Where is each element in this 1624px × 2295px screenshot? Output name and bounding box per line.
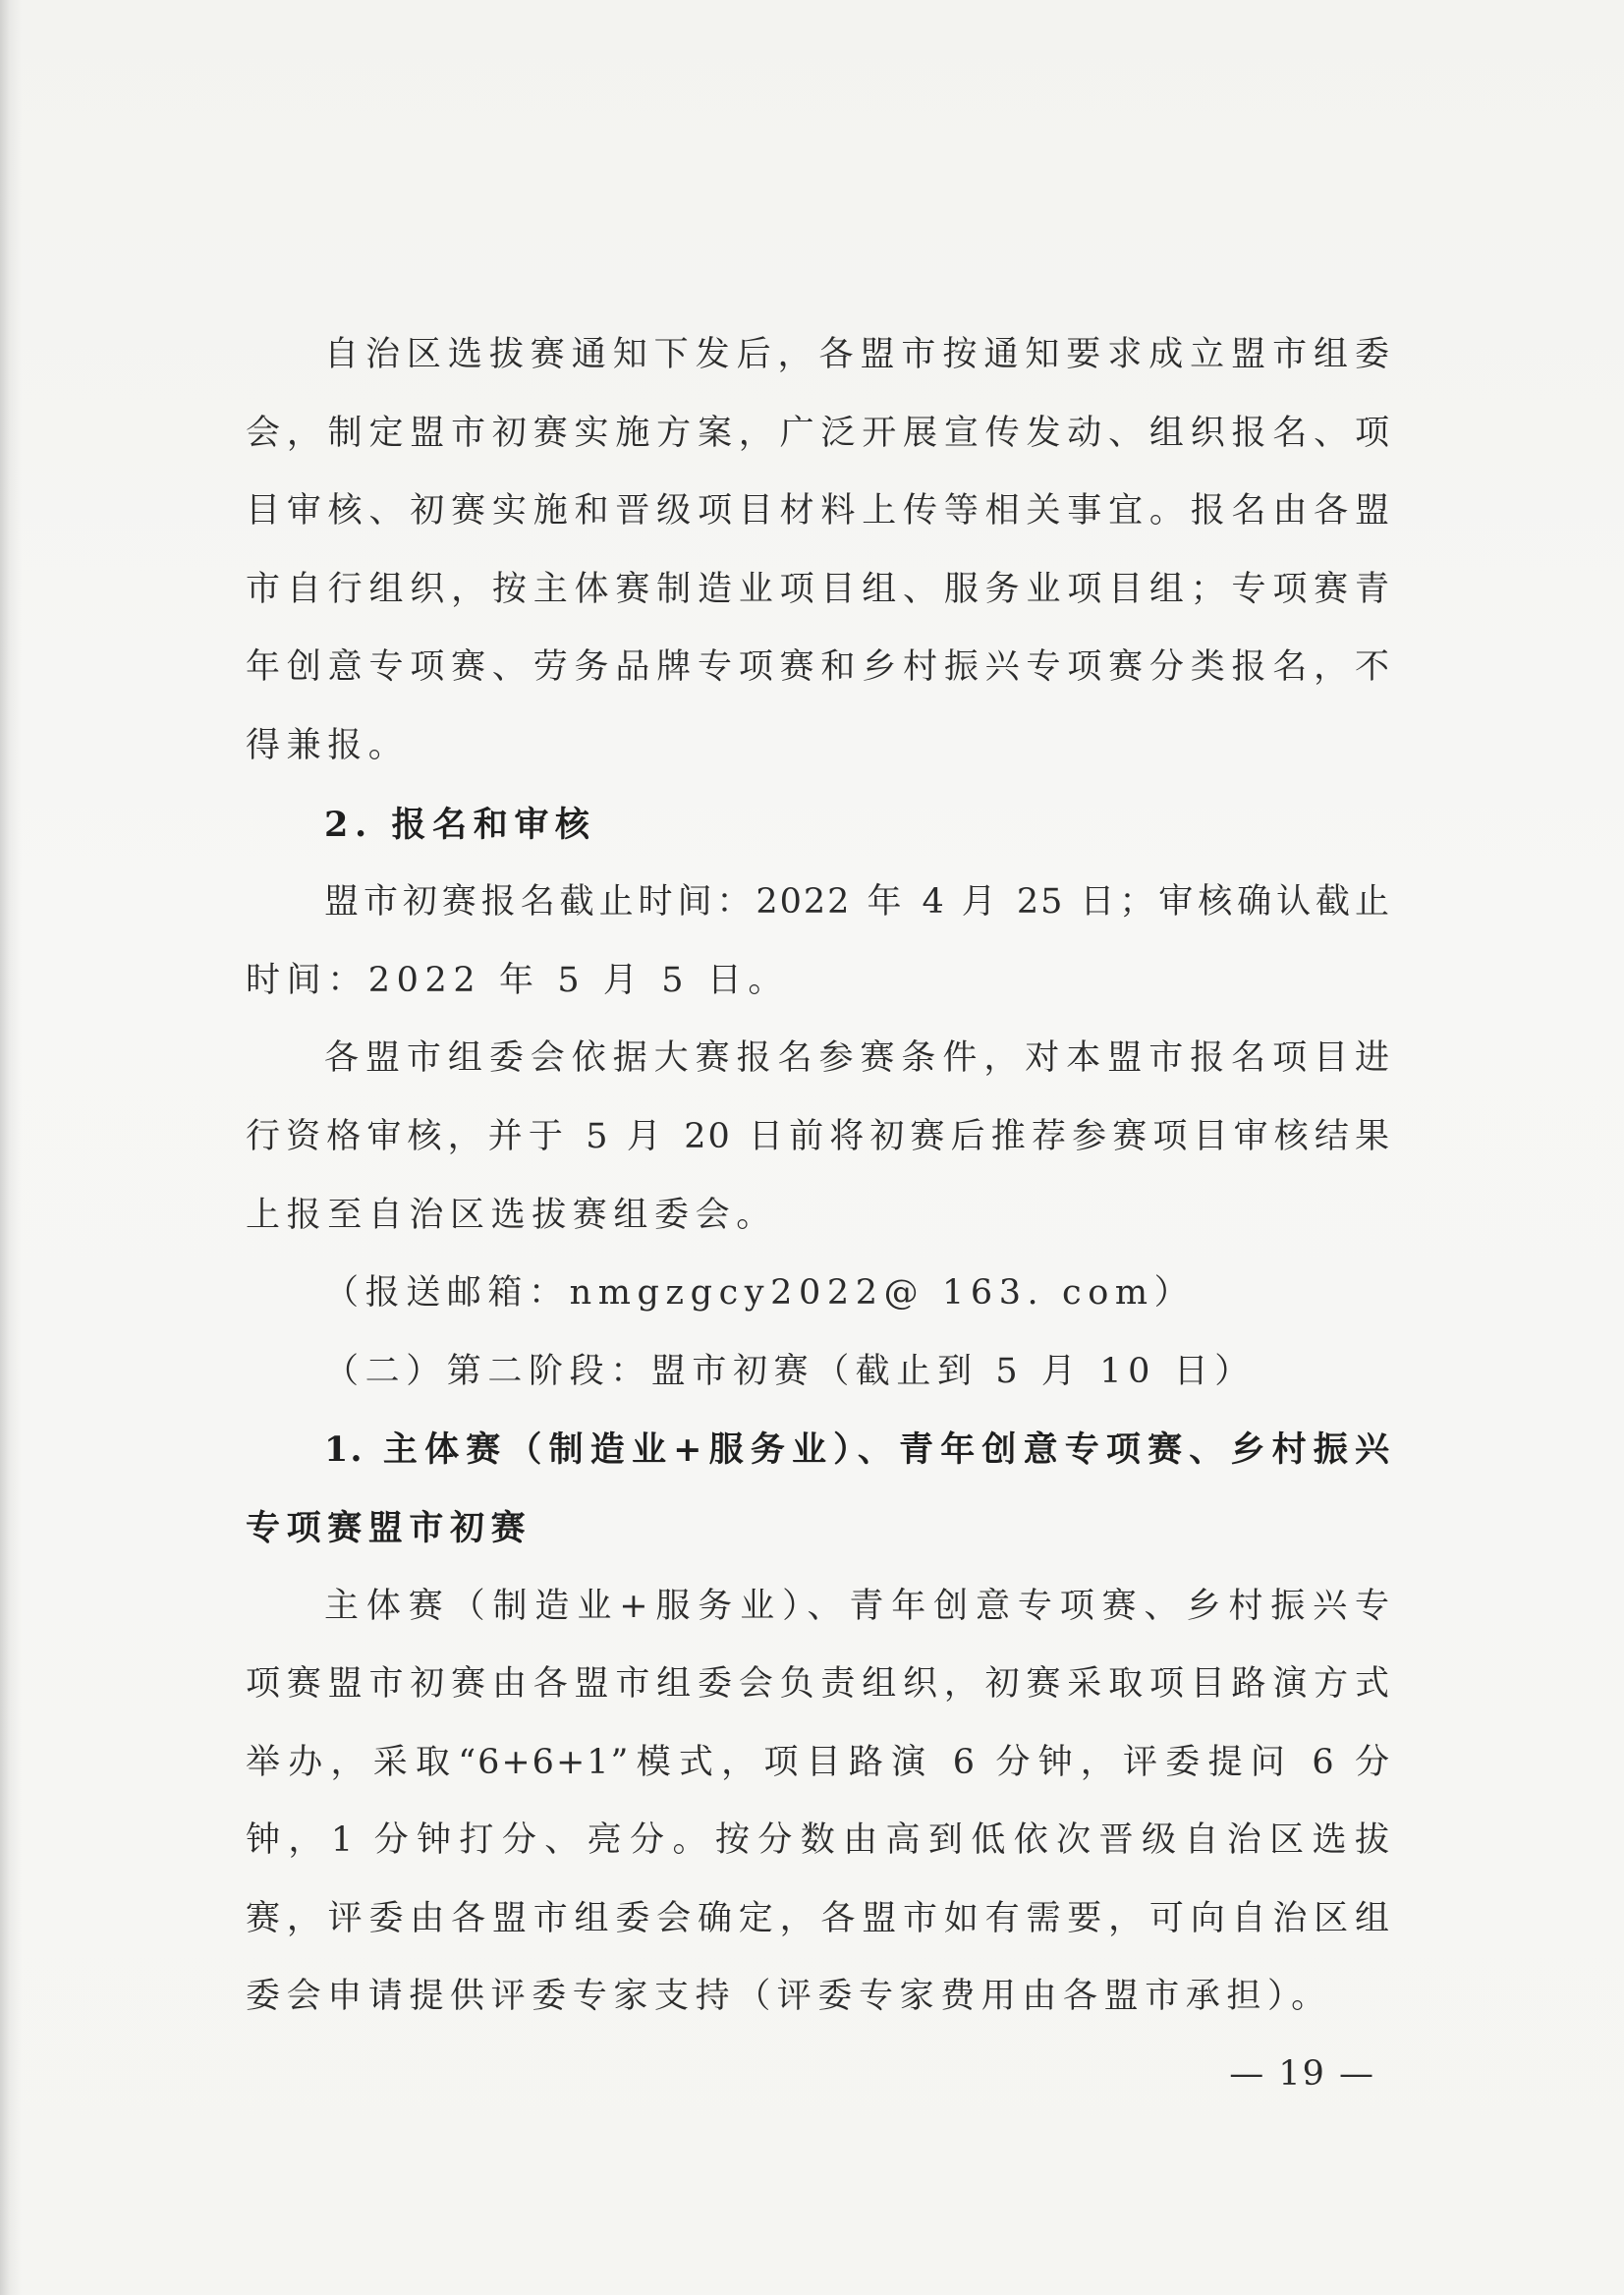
page-number: — 19 — — [1229, 2054, 1375, 2094]
body-text-line: 得兼报。 — [246, 725, 410, 765]
body-text-line: 市自行组织，按主体赛制造业项目组、服务业项目组；专项赛青 — [246, 569, 1391, 609]
body-text-line: 目审核、初赛实施和晋级项目材料上传等相关事宜。报名由各盟 — [246, 491, 1391, 532]
body-text-line: 委会申请提供评委专家支持（评委专家费用由各盟市承担）。 — [246, 1977, 1332, 2017]
body-text-line: 各盟市组委会依据大赛报名参赛条件，对本盟市报名项目进 — [324, 1038, 1391, 1079]
email-note: （报送邮箱：nmgzgcy2022@ 163. com） — [324, 1273, 1196, 1314]
stage-heading: （二）第二阶段：盟市初赛（截止到 5 月 10 日） — [324, 1351, 1256, 1391]
body-text-line: 时间：2022 年 5 月 5 日。 — [246, 960, 790, 1000]
section-heading: 专项赛盟市初赛 — [246, 1507, 532, 1548]
body-text-line: 会，制定盟市初赛实施方案，广泛开展宣传发动、组织报名、项 — [246, 413, 1391, 453]
body-text-line: 年创意专项赛、劳务品牌专项赛和乡村振兴专项赛分类报名，不 — [246, 647, 1391, 688]
body-text-line: 钟，1 分钟打分、亮分。按分数由高到低依次晋级自治区选拔 — [246, 1820, 1391, 1861]
body-text-line: 举办，采取“6+6+1”模式，项目路演 6 分钟，评委提问 6 分 — [246, 1742, 1391, 1782]
body-text-line: 行资格审核，并于 5 月 20 日前将初赛后推荐参赛项目审核结果 — [246, 1116, 1391, 1156]
section-heading: 2. 报名和审核 — [324, 804, 596, 845]
body-text-line: 赛，评委由各盟市组委会确定，各盟市如有需要，可向自治区组 — [246, 1898, 1391, 1938]
document-body — [246, 316, 1391, 2037]
body-text-line: 盟市初赛报名截止时间：2022 年 4 月 25 日；审核确认截止 — [324, 882, 1391, 923]
body-text-line: 上报至自治区选拔赛组委会。 — [246, 1195, 777, 1235]
body-text-line: 自治区选拔赛通知下发后，各盟市按通知要求成立盟市组委 — [324, 335, 1391, 374]
section-heading: 1. 主体赛（制造业+服务业）、青年创意专项赛、乡村振兴 — [324, 1429, 1391, 1471]
body-text-line: 项赛盟市初赛由各盟市组委会负责组织，初赛采取项目路演方式 — [246, 1664, 1391, 1705]
body-text-line: 主体赛（制造业+服务业）、青年创意专项赛、乡村振兴专 — [324, 1586, 1391, 1626]
